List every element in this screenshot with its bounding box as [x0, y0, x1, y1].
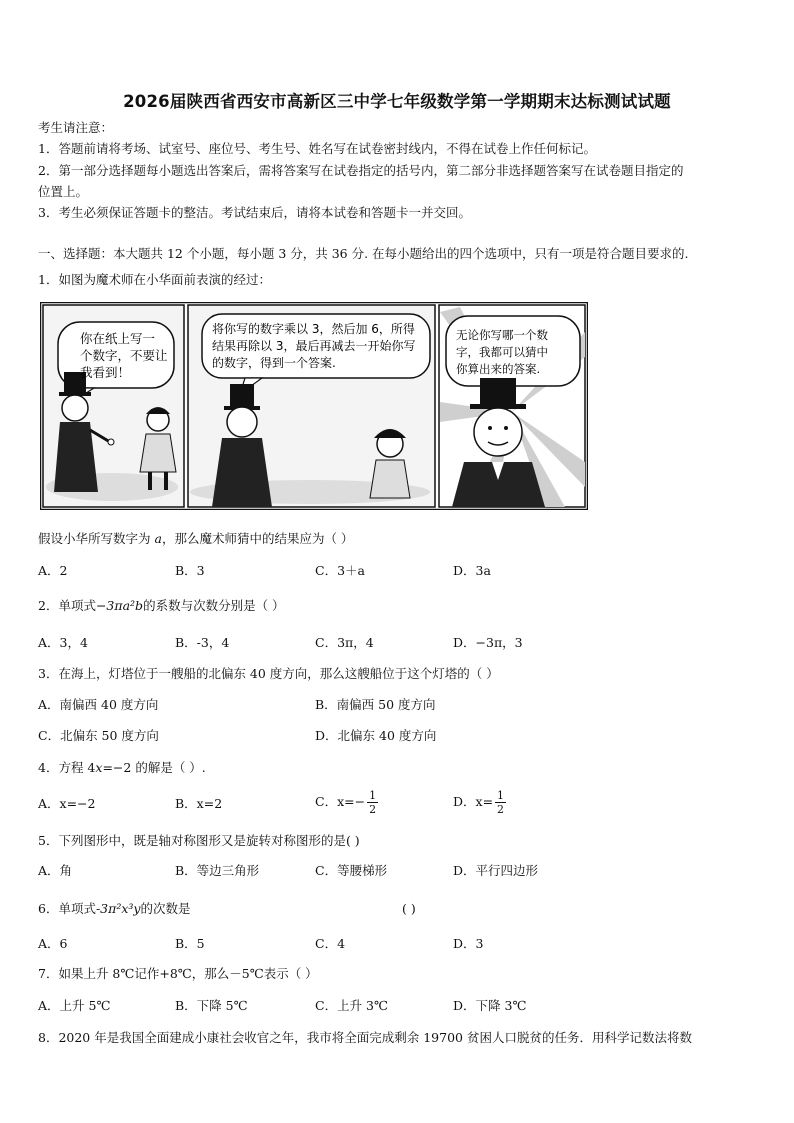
q3-option-c[interactable]: C．北偏东 50 度方向	[38, 728, 159, 743]
bubble-1-line-1: 你在纸上写一	[80, 331, 156, 346]
q2-option-c[interactable]: C．3π，4	[315, 635, 374, 650]
q7-option-d[interactable]: D．下降 3℃	[453, 998, 527, 1013]
q2-option-d[interactable]: D．−3π，3	[453, 635, 523, 650]
magician-comic-image	[40, 302, 588, 510]
q5-option-d[interactable]: D．平行四边形	[453, 863, 539, 878]
question-8-stem: 8．2020 年是我国全面建成小康社会收官之年，我市将全面完成剩余 19700 贫困人口脱贫的任务．用科学记数法将数	[38, 1030, 692, 1045]
question-6-answer-paren: ( )	[402, 901, 416, 916]
q6-option-a[interactable]: A．6	[38, 936, 68, 951]
question-4-stem: 4．方程 4x=−2 的解是（ ）.	[38, 760, 206, 775]
q4-option-d-fraction: $\frac{1}{2}$	[497, 789, 505, 816]
notice-item-3: 3．考生必须保证答题卡的整洁。考试结束后，请将本试卷和答题卡一并交回。	[38, 205, 471, 220]
q5-option-c[interactable]: C．等腰梯形	[315, 863, 388, 878]
q1-option-d[interactable]: D．3a	[453, 563, 491, 578]
bubble-3-line-3: 你算出来的答案.	[456, 362, 541, 376]
q1-option-c[interactable]: C．3＋a	[315, 563, 365, 578]
q7-option-a[interactable]: A．上升 5℃	[38, 998, 111, 1013]
q3-option-b[interactable]: B．南偏西 50 度方向	[315, 697, 436, 712]
q6-option-b[interactable]: B．5	[175, 936, 205, 951]
q4-option-c[interactable]: C．x=− $\frac{1}{2}$	[315, 789, 377, 816]
q4-option-b[interactable]: B．x=2	[175, 796, 223, 811]
q7-option-b[interactable]: B．下降 5℃	[175, 998, 248, 1013]
bubble-3-line-2: 字，我都可以猜中	[456, 345, 548, 359]
notice-item-2-cont: 位置上。	[38, 184, 89, 199]
bubble-1-line-3: 我看到！	[80, 365, 131, 380]
q3-option-a[interactable]: A．南偏西 40 度方向	[38, 697, 159, 712]
question-6-stem: 6．单项式-3π²x³y的次数是	[38, 901, 191, 916]
q5-option-b[interactable]: B．等边三角形	[175, 863, 260, 878]
section-heading: 一、选择题：本大题共 12 个小题，每小题 3 分，共 36 分. 在每小题给出的四个选项中，只有一项是符合题目要求的.	[38, 246, 689, 261]
q6-option-d[interactable]: D．3	[453, 936, 484, 951]
q3-option-d[interactable]: D．北偏东 40 度方向	[315, 728, 437, 743]
question-3-stem: 3．在海上，灯塔位于一艘船的北偏东 40 度方向，那么这艘船位于这个灯塔的（ ）	[38, 666, 499, 681]
notice-item-2: 2．第一部分选择题每小题选出答案后，需将答案写在试卷指定的括号内，第二部分非选择题答案写在试卷题目指定的	[38, 163, 684, 178]
q6-option-c[interactable]: C．4	[315, 936, 346, 951]
q5-option-a[interactable]: A．角	[38, 863, 73, 878]
notice-heading: 考生请注意：	[38, 120, 114, 135]
question-7-stem: 7．如果上升 8℃记作+8℃，那么－5℃表示（ ）	[38, 966, 318, 981]
q2-option-a[interactable]: A．3，4	[38, 635, 88, 650]
bubble-2-line-3: 的数字，得到一个答案.	[212, 356, 336, 370]
q4-option-d[interactable]: D．x= $\frac{1}{2}$	[453, 789, 505, 816]
page-title: 2026届陕西省西安市高新区三中学七年级数学第一学期期末达标测试试题	[123, 92, 671, 111]
question-1-stem: 1．如图为魔术师在小华面前表演的经过：	[38, 272, 271, 287]
q1-option-b[interactable]: B．3	[175, 563, 205, 578]
q7-option-c[interactable]: C．上升 3℃	[315, 998, 388, 1013]
bubble-3-line-1: 无论你写哪一个数	[456, 328, 548, 342]
q4-option-c-fraction: $\frac{1}{2}$	[369, 789, 377, 816]
q1-option-a[interactable]: A．2	[38, 563, 68, 578]
bubble-2-line-1: 将你写的数字乘以 3，然后加 6，所得	[212, 322, 415, 336]
notice-item-1: 1．答题前请将考场、试室号、座位号、考生号、姓名写在试卷密封线内，不得在试卷上作任何标记。	[38, 141, 596, 156]
q4-option-a[interactable]: A．x=−2	[38, 796, 96, 811]
bubble-2-line-2: 结果再除以 3，最后再减去一开始你写	[212, 339, 416, 353]
question-2-stem: 2．单项式−3πa²b的系数与次数分别是（ ）	[38, 598, 285, 613]
question-1-prompt: 假设小华所写数字为 a，那么魔术师猜中的结果应为（ ）	[38, 531, 354, 546]
q2-option-b[interactable]: B．-3，4	[175, 635, 230, 650]
bubble-1-line-2: 个数字，不要让	[80, 348, 168, 363]
question-5-stem: 5．下列图形中，既是轴对称图形又是旋转对称图形的是( )	[38, 833, 360, 848]
